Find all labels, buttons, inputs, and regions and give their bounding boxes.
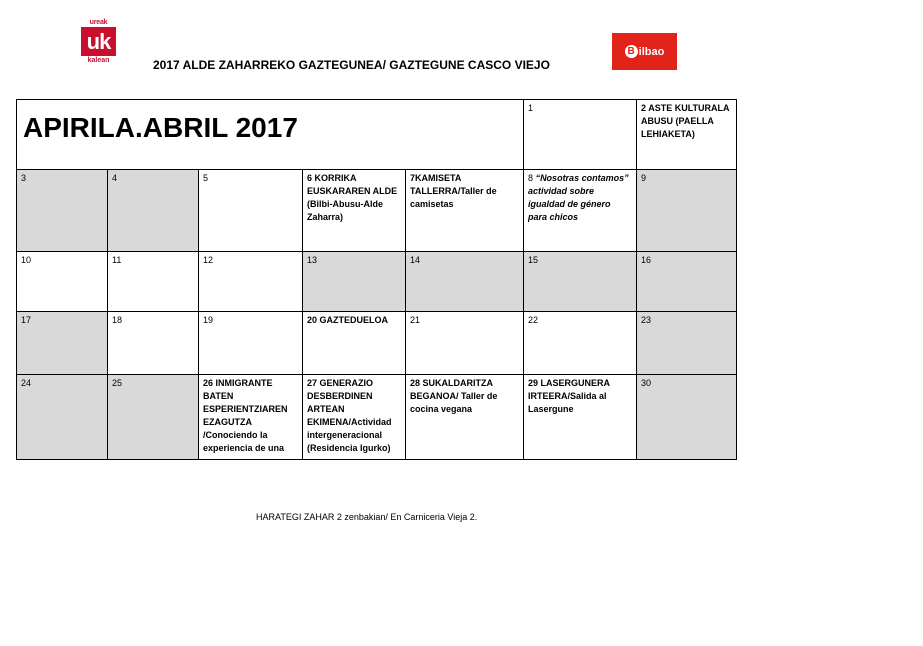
document-title: 2017 ALDE ZAHARREKO GAZTEGUNEA/ GAZTEGUNE CASCO VIEJO <box>153 58 550 72</box>
day-cell-20: 20 GAZTEDUELOA <box>303 312 406 375</box>
logo-main-text: uk <box>81 27 116 56</box>
day-cell-23: 23 <box>637 312 737 375</box>
day-cell-22: 22 <box>524 312 637 375</box>
day-cell-21: 21 <box>406 312 524 375</box>
day-cell-14: 14 <box>406 252 524 312</box>
day-cell-28: 28 SUKALDARITZA BEGANOA/ Taller de cocina vegana <box>406 375 524 460</box>
calendar-row-header <box>17 100 737 170</box>
calendar-row-week3 <box>17 312 737 375</box>
day-cell-17: 17 <box>17 312 108 375</box>
day-cell-2: 2 ASTE KULTURALA ABUSU (PAELLA LEHIAKETA) <box>637 100 737 170</box>
day-cell-24: 24 <box>17 375 108 460</box>
day-cell-29: 29 LASERGUNERA IRTEERA/Salida al Lasergune <box>524 375 637 460</box>
month-title: APIRILA.ABRIL 2017 <box>23 112 298 143</box>
footer-address: HARATEGI ZAHAR 2 zenbakian/ En Carniceria Vieja 2. <box>256 512 478 522</box>
ureak-kalean-logo <box>80 19 117 66</box>
day-cell-12: 12 <box>199 252 303 312</box>
day-cell-18: 18 <box>108 312 199 375</box>
day-cell-6: 6 KORRIKA EUSKARAREN ALDE (Bilbi-Abusu-Alde Zaharra) <box>303 170 406 252</box>
day-number-8: 8 <box>528 173 534 183</box>
calendar-row-week2 <box>17 252 737 312</box>
day-cell-4: 4 <box>108 170 199 252</box>
day-cell-30: 30 <box>637 375 737 460</box>
day-cell-11: 11 <box>108 252 199 312</box>
day-cell-8 <box>524 170 637 252</box>
day-cell-27: 27 GENERAZIO DESBERDINEN ARTEAN EKIMENA/Actividad intergeneracional (Residencia Igurko) <box>303 375 406 460</box>
bilbao-logo-mark: B <box>625 45 638 58</box>
bilbao-logo-word: ilbao <box>638 45 665 58</box>
day-cell-25: 25 <box>108 375 199 460</box>
calendar-row-week1 <box>17 170 737 252</box>
day-cell-7: 7KAMISETA TALLERRA/Taller de camisetas <box>406 170 524 252</box>
day-cell-3: 3 <box>17 170 108 252</box>
day-cell-9: 9 <box>637 170 737 252</box>
month-title-cell <box>17 100 524 170</box>
calendar-row-week4 <box>17 375 737 460</box>
day-cell-5: 5 <box>199 170 303 252</box>
bilbao-logo <box>612 33 677 70</box>
day-cell-10: 10 <box>17 252 108 312</box>
logo-top-text: ureak <box>89 19 108 26</box>
logo-bottom-text: kalean <box>87 57 110 64</box>
day-cell-26: 26 INMIGRANTE BATEN ESPERIENTZIAREN EZAGUTZA /Conociendo la experiencia de una <box>199 375 303 460</box>
day-cell-1: 1 <box>524 100 637 170</box>
calendar-table <box>16 99 737 460</box>
day-cell-13: 13 <box>303 252 406 312</box>
day-cell-19: 19 <box>199 312 303 375</box>
day-cell-16: 16 <box>637 252 737 312</box>
day-cell-15: 15 <box>524 252 637 312</box>
day-event-8: “Nosotras contamos” actividad sobre igualdad de género para chicos <box>528 173 629 222</box>
